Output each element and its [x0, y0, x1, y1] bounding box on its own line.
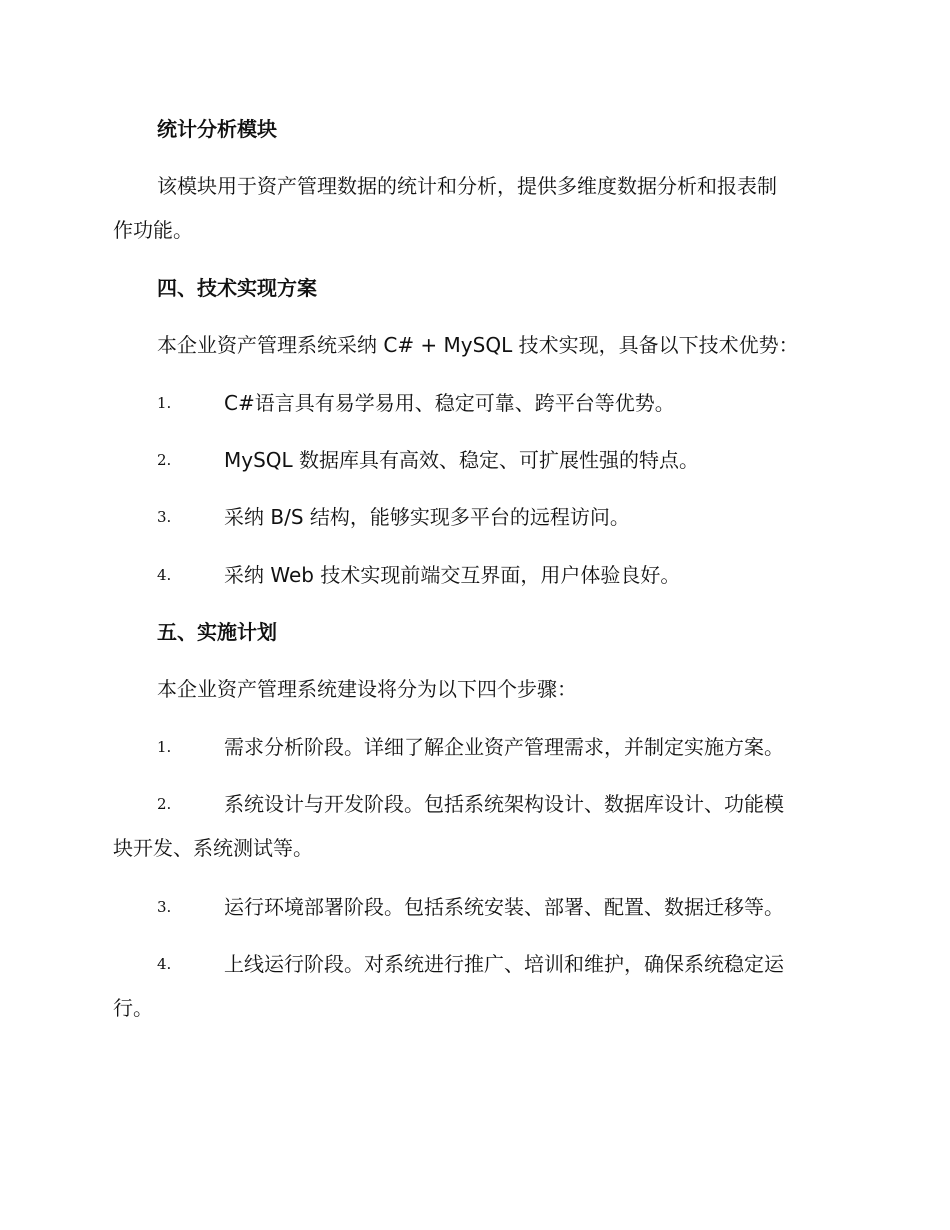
list-number: 3.: [157, 898, 172, 916]
list-number: 3.: [157, 508, 172, 526]
section-heading-tech-plan: 四、技术实现方案: [157, 276, 317, 300]
section-heading-stats-module: 统计分析模块: [157, 117, 277, 141]
list-number: 1.: [157, 394, 172, 412]
section-heading-impl-plan: 五、实施计划: [157, 620, 277, 644]
list-text: 采纳 B/S 结构，能够实现多平台的远程访问。: [224, 505, 630, 529]
list-text: 需求分析阶段。详细了解企业资产管理需求，并制定实施方案。: [224, 735, 784, 759]
list-number: 1.: [157, 738, 172, 756]
list-text-continuation: 块开发、系统测试等。: [113, 836, 313, 860]
list-text: 运行环境部署阶段。包括系统安装、部署、配置、数据迁移等。: [224, 895, 784, 919]
list-number: 2.: [157, 451, 172, 469]
list-text: C#语言具有易学易用、稳定可靠、跨平台等优势。: [224, 391, 675, 415]
list-text: MySQL 数据库具有高效、稳定、可扩展性强的特点。: [224, 448, 700, 472]
list-number: 2.: [157, 795, 172, 813]
list-text: 上线运行阶段。对系统进行推广、培训和维护，确保系统稳定运: [224, 952, 784, 976]
tech-plan-intro: 本企业资产管理系统采纳 C# + MySQL 技术实现，具备以下技术优势：: [157, 333, 799, 357]
list-number: 4.: [157, 566, 172, 584]
stats-module-body-line2: 作功能。: [113, 218, 193, 242]
list-text-continuation: 行。: [113, 996, 153, 1020]
list-text: 系统设计与开发阶段。包括系统架构设计、数据库设计、功能模: [224, 792, 784, 816]
list-number: 4.: [157, 955, 172, 973]
list-text: 采纳 Web 技术实现前端交互界面，用户体验良好。: [224, 563, 681, 587]
stats-module-body-line1: 该模块用于资产管理数据的统计和分析，提供多维度数据分析和报表制: [157, 174, 777, 198]
impl-plan-intro: 本企业资产管理系统建设将分为以下四个步骤：: [157, 677, 577, 701]
